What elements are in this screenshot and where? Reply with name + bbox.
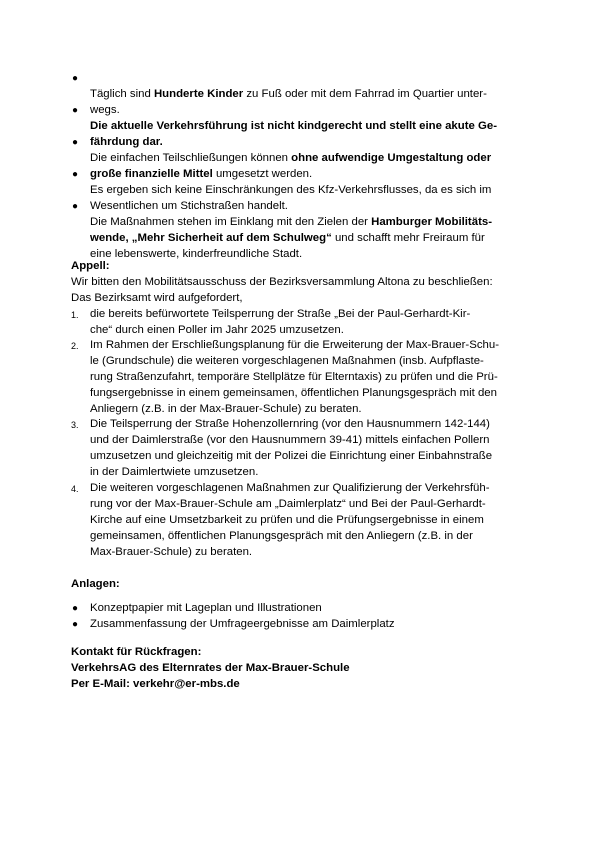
bullet-text-bold: ohne aufwendige Umgestaltung oder große finanzielle Mittel	[90, 151, 492, 180]
anlagen-item: Konzeptpapier mit Lageplan und Illustrationen	[90, 602, 322, 614]
numbered-item: die bereits befürwortete Teilsperrung der Straße „Bei der Paul-Gerhardt-Kir- che“ durch einen Poller im Jahr 2025 umzusetzen.	[90, 308, 471, 336]
bullet-icon: ●	[72, 169, 79, 180]
list-number: 1.	[71, 310, 79, 320]
appell-intro: Wir bitten den Mobilitätsausschuss der Bezirksversammlung Altona zu beschließen: Das Bezirksamt wird aufgefordert,	[71, 276, 493, 304]
list-number: 3.	[71, 420, 79, 430]
bullet-icon: ●	[72, 73, 79, 84]
bullet-icon: ●	[72, 105, 79, 116]
bullet-text-bold: Hamburger Mobilitäts- wende, „Mehr Sicherheit auf dem Schulweg“	[90, 215, 492, 244]
numbered-item: Im Rahmen der Erschließungsplanung für die Erweiterung der Max-Brauer-Schu- le (Grundschule) die weiteren vorgeschlagenen Maßnahmen (insb. Aufpflaste- rung Straßenzufahrt, temporäre Stellplätze für Elterntaxis) zu prüfen und die Prü- fungsergebnisse in einem gemeinsamen, öffentlichen Planungsgespräch mit den Anliegern (z.B. in der Max-Brauer-Schule) zu beraten.	[90, 339, 499, 415]
bullet-text: Die einfachen Teilschließungen können	[90, 151, 292, 164]
bullet-icon: ●	[72, 201, 79, 212]
bullet-text-bold: Hunderte Kinder	[153, 87, 244, 100]
bullet-text: Es ergeben sich keine Einschränkungen des Kfz-Verkehrsflusses, da es sich im Wesentlichen um Stichstraßen handelt.	[90, 183, 492, 212]
kontakt-email: Per E-Mail: verkehr@er-mbs.de	[71, 678, 240, 690]
anlagen-item: Zusammenfassung der Umfrageergebnisse am Daimlerplatz	[90, 618, 395, 630]
bullet-text: zu Fuß oder mit dem Fahrrad im Quartier unter- wegs.	[90, 87, 487, 116]
numbered-item: Die Teilsperrung der Straße Hohenzollernring (vor den Hausnummern 142-144) und der Daimlerstraße (vor den Hausnummern 39-41) mittels einfachen Pollern umzusetzen und gleichzeitig mit der Polizei die Einrichtung einer Einbahnstraße in der Daimlertwiete umzusetzen.	[90, 418, 493, 478]
bullet-text: umgesetzt werden.	[212, 167, 313, 180]
numbered-item: Die weiteren vorgeschlagenen Maßnahmen zur Qualifizierung der Verkehrsfüh- rung vor der Max-Brauer-Schule am „Daimlerplatz“ und Bei der Paul-Gerhardt- Kirche auf eine Umsetzbarkeit zu prüfen und die Prüfungsergebnisse in einem gemeinsamen, öffentlichen Planungsgespräch mit den Anliegern (z.B. in der Max-Brauer-Schule) zu beraten.	[90, 482, 490, 558]
bullet-icon: ●	[72, 137, 79, 148]
kontakt-organization: VerkehrsAG des Elternrates der Max-Brauer-Schule	[71, 662, 350, 674]
bullet-text: Die Maßnahmen stehen im Einklang mit den Zielen der	[90, 215, 372, 228]
bullet-icon: ●	[72, 603, 79, 614]
bullet-text: Täglich sind	[90, 87, 154, 100]
list-number: 2.	[71, 341, 79, 351]
bullet-item	[90, 199, 492, 263]
bullet-icon: ●	[72, 619, 79, 630]
anlagen-heading: Anlagen:	[71, 578, 120, 590]
appell-heading: Appell:	[71, 260, 110, 272]
bullet-text: und schafft mehr Freiraum für eine lebenswerte, kinderfreundliche Stadt.	[90, 231, 485, 260]
kontakt-heading: Kontakt für Rückfragen:	[71, 646, 202, 658]
list-number: 4.	[71, 484, 79, 494]
bullet-text-bold: Die aktuelle Verkehrsführung ist nicht kindgerecht und stellt eine akute Ge- fährdung dar.	[90, 119, 497, 148]
